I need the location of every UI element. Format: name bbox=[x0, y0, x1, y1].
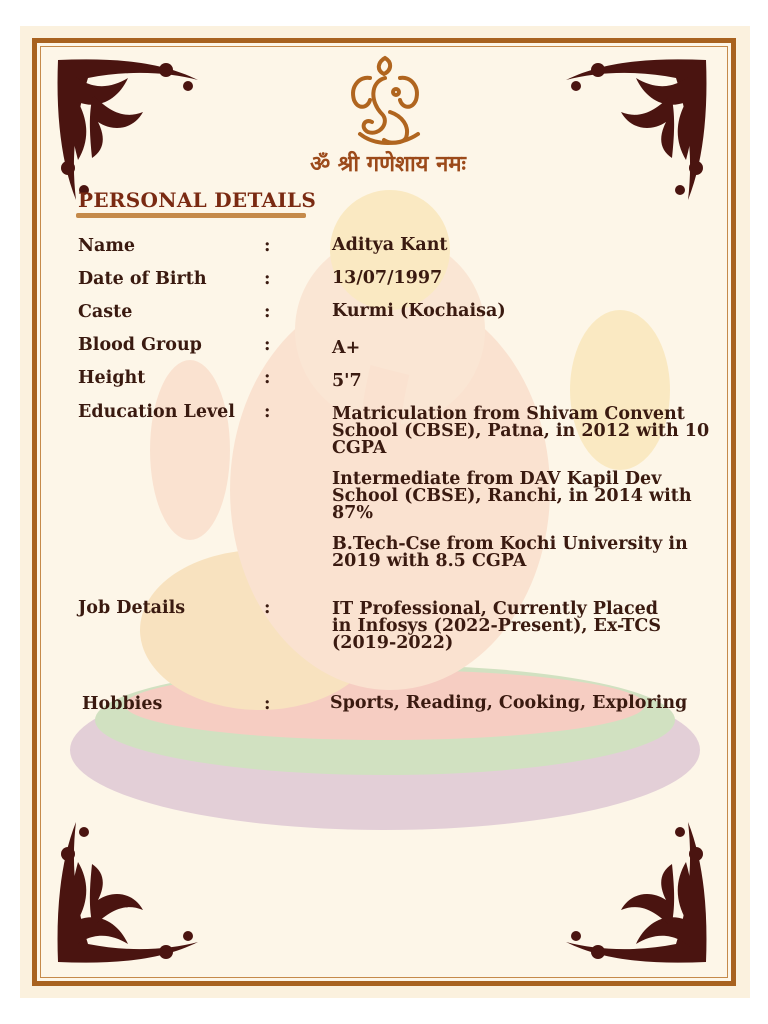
field-value: A+ bbox=[332, 338, 361, 358]
field-separator: : bbox=[264, 236, 271, 256]
field-label: Height bbox=[78, 368, 146, 388]
field-label: Blood Group bbox=[78, 335, 202, 355]
field-separator: : bbox=[264, 598, 271, 618]
field-value: 13/07/1997 bbox=[332, 268, 443, 288]
field-label: Hobbies bbox=[82, 694, 163, 714]
ganesha-icon bbox=[340, 52, 430, 148]
education-item: Matriculation from Shivam Convent School (CBSE), Patna, in 2012 with 10 CGPA bbox=[332, 404, 710, 458]
field-value: Kurmi (Kochaisa) bbox=[332, 301, 506, 321]
field-separator: : bbox=[264, 402, 271, 422]
field-separator: : bbox=[264, 302, 271, 322]
education-item: B.Tech-Cse from Kochi University in 2019 with 8.5 CGPA bbox=[332, 534, 688, 571]
corner-ornament-icon bbox=[556, 812, 716, 972]
corner-ornament-icon bbox=[556, 50, 716, 210]
field-value: 5'7 bbox=[332, 371, 362, 391]
field-label: Job Details bbox=[78, 598, 186, 618]
section-title: PERSONAL DETAILS bbox=[78, 188, 317, 212]
field-separator: : bbox=[264, 269, 271, 289]
title-underline bbox=[76, 213, 306, 218]
field-value: Aditya Kant bbox=[332, 235, 448, 255]
education-item: Intermediate from DAV Kapil Dev School (CBSE), Ranchi, in 2014 with 87% bbox=[332, 469, 692, 523]
ganesh-mantra: ॐ श्री गणेशाय नमः bbox=[310, 151, 466, 177]
field-label: Caste bbox=[78, 302, 133, 322]
field-value: Sports, Reading, Cooking, Exploring bbox=[330, 693, 688, 713]
field-value: IT Professional, Currently Placed in Infosys (2022-Present), Ex-TCS (2019-2022) bbox=[332, 599, 661, 653]
field-separator: : bbox=[264, 335, 271, 355]
field-separator: : bbox=[264, 368, 271, 388]
corner-ornament-icon bbox=[48, 50, 208, 210]
field-separator: : bbox=[264, 694, 271, 714]
field-label: Education Level bbox=[78, 402, 235, 422]
corner-ornament-icon bbox=[48, 812, 208, 972]
field-label: Date of Birth bbox=[78, 269, 207, 289]
field-label: Name bbox=[78, 236, 135, 256]
